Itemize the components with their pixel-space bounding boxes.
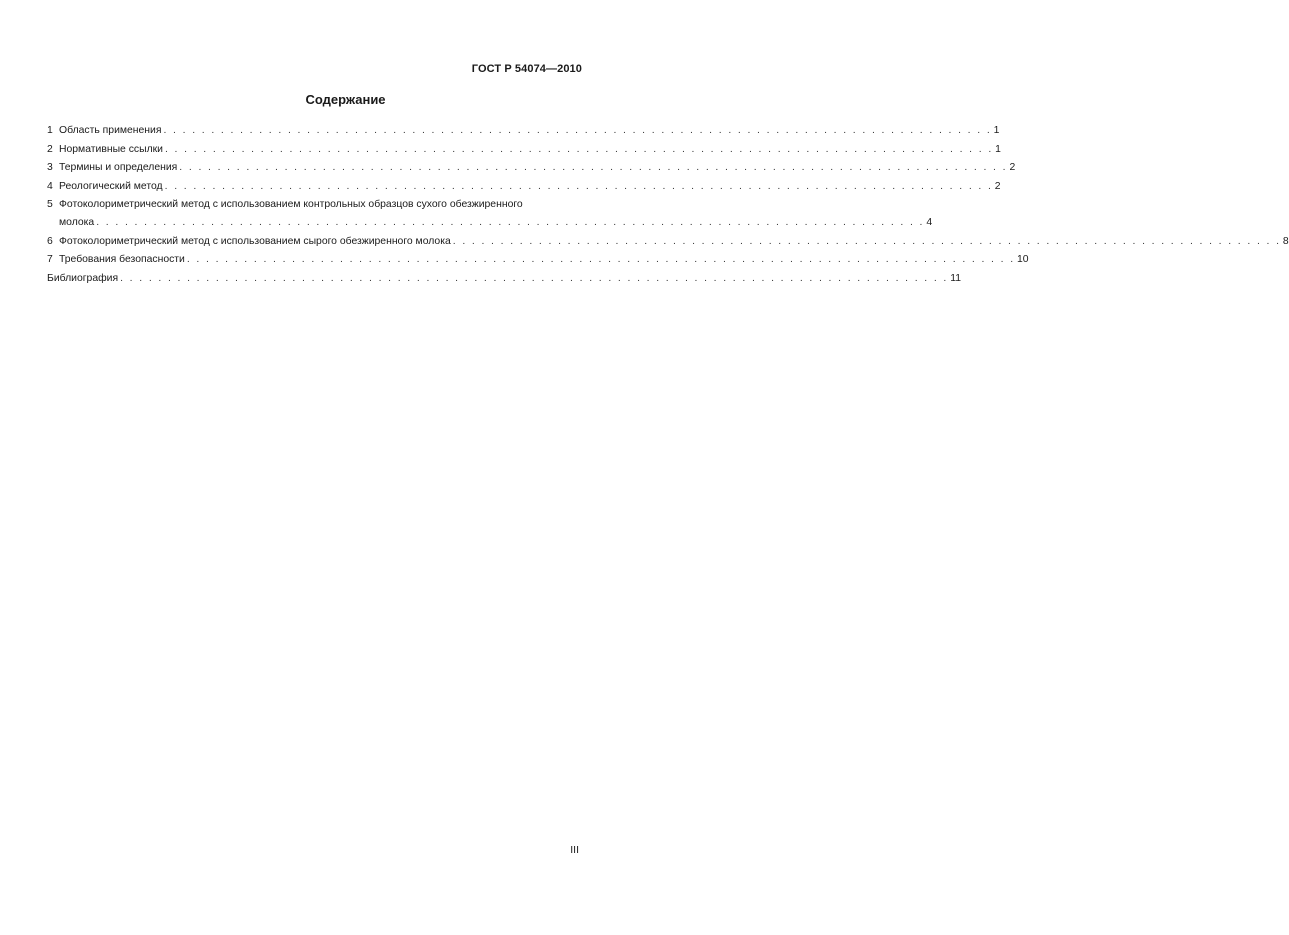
toc-entry-label: Требования безопасности xyxy=(59,254,185,265)
toc-entry-label: Реологический метод xyxy=(59,180,163,192)
dot-leader: . . . . . . . . . . . . . . . . . . . . . . . . . . . . . . . . . . . . . . . . . . . . . . . . . . . . . . . . . . . . . . . . . . . . . . . . . . . . . . . . . . . . . . . xyxy=(179,162,1008,173)
toc-entry[interactable] xyxy=(47,159,1016,178)
toc-entry-number: 7 xyxy=(47,254,53,265)
toc-entry-label: Библиография xyxy=(47,272,119,284)
toc-entry-label: Область применения xyxy=(59,125,162,136)
document-code: ГОСТ Р 54074—2010 xyxy=(471,63,582,75)
toc-entry-label-continuation: молока xyxy=(59,217,95,228)
toc-entry[interactable] xyxy=(47,178,1001,197)
toc-title: Содержание xyxy=(305,92,386,107)
toc-entry-page: 10 xyxy=(1017,254,1029,265)
dot-leader: . . . . . . . . . . . . . . . . . . . . . . . . . . . . . . . . . . . . . . . . . . . . . . . . . . . . . . . . . . . . . . . . . . . . . . . . . . . . . . . . . . . . . . . xyxy=(186,254,1015,265)
dot-leader: . . . . . . . . . . . . . . . . . . . . . . . . . . . . . . . . . . . . . . . . . . . . . . . . . . . . . . . . . . . . . . . . . . . . . . . . . . . . . . . . . . . . . . . xyxy=(96,217,925,228)
toc-entry-number: 1 xyxy=(47,125,53,136)
toc-entry-number: 5 xyxy=(47,199,53,210)
toc-entry-page: 11 xyxy=(950,272,962,284)
dot-leader: . . . . . . . . . . . . . . . . . . . . . . . . . . . . . . . . . . . . . . . . . . . . . . . . . . . . . . . . . . . . . . . . . . . . . . . . . . . . . . . . . . . . . . . xyxy=(164,143,994,155)
toc-entry-number: 4 xyxy=(47,180,53,192)
toc-entry[interactable] xyxy=(47,122,1000,141)
toc-entry-page: 2 xyxy=(994,180,1001,192)
toc-entry-number: 3 xyxy=(47,162,53,173)
dot-leader: . . . . . . . . . . . . . . . . . . . . . . . . . . . . . . . . . . . . . . . . . . . . . . . . . . . . . . . . . . . . . . . . . . . . . . . . . . . . . . . . . . . . . . . xyxy=(164,180,993,192)
toc-entry-page: 8 xyxy=(1282,235,1289,247)
toc-entry-line1[interactable] xyxy=(47,196,582,214)
toc-entry[interactable] xyxy=(47,141,1001,160)
toc-entry-page: 2 xyxy=(1009,162,1016,173)
toc-entry-label: Фотоколориметрический метод с использованием сырого обезжиренного молока xyxy=(59,235,451,247)
toc-entry[interactable] xyxy=(47,233,1289,252)
toc-entry-label: Фотоколориметрический метод с использованием контрольных образцов сухого обезжиренного xyxy=(59,199,523,210)
table-of-contents xyxy=(47,122,1289,288)
toc-entry-line2[interactable] xyxy=(47,214,933,233)
dot-leader: . . . . . . . . . . . . . . . . . . . . . . . . . . . . . . . . . . . . . . . . . . . . . . . . . . . . . . . . . . . . . . . . . . . . . . . . . . . . . . . . . . . . . . . xyxy=(452,235,1281,247)
dot-leader: . . . . . . . . . . . . . . . . . . . . . . . . . . . . . . . . . . . . . . . . . . . . . . . . . . . . . . . . . . . . . . . . . . . . . . . . . . . . . . . . . . . . . . . xyxy=(120,272,949,284)
toc-entry-page: 1 xyxy=(993,125,1000,136)
toc-entry-page: 1 xyxy=(995,143,1001,155)
toc-entry-number: 6 xyxy=(47,235,53,247)
toc-entry[interactable] xyxy=(47,251,1029,270)
toc-entry[interactable] xyxy=(47,270,962,289)
toc-entry-label: Термины и определения xyxy=(59,162,178,173)
toc-entry-number: 2 xyxy=(47,143,53,155)
toc-entry-label: Нормативные ссылки xyxy=(59,143,163,155)
page-number: III xyxy=(570,844,579,856)
dot-leader: . . . . . . . . . . . . . . . . . . . . . . . . . . . . . . . . . . . . . . . . . . . . . . . . . . . . . . . . . . . . . . . . . . . . . . . . . . . . . . . . . . . . . . . xyxy=(163,125,992,136)
toc-entry-page: 4 xyxy=(926,217,933,228)
